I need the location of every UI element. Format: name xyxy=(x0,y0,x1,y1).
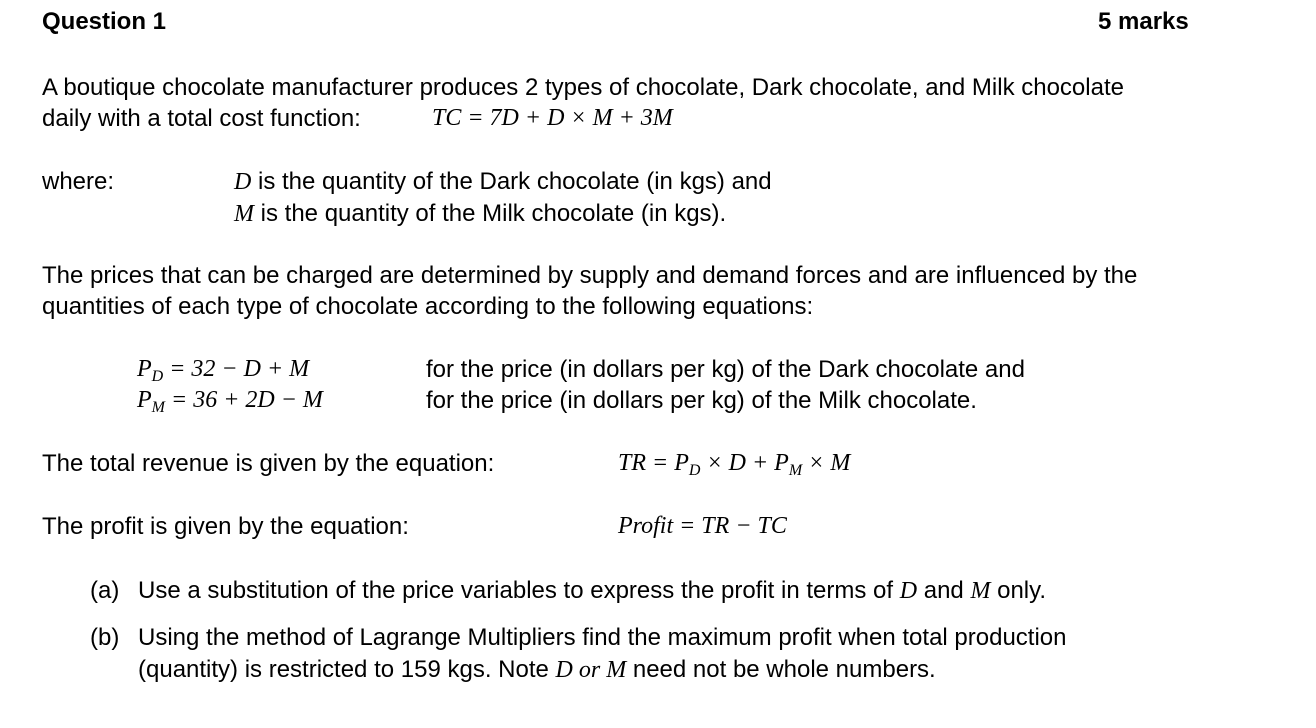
d-description: is the quantity of the Dark chocolate (in kgs) and xyxy=(251,168,772,195)
prices-line-2: quantities of each type of chocolate according to the following equations: xyxy=(42,293,814,320)
where-m-line xyxy=(234,200,726,228)
question-title: Question 1 xyxy=(42,8,167,35)
part-b-label: (b) xyxy=(90,624,120,651)
where-d-line xyxy=(234,168,772,196)
tc-equation: TC = 7D + D × M + 3M xyxy=(432,105,673,131)
part-a-label: (a) xyxy=(90,577,120,604)
prices-line-1: The prices that can be charged are determined by supply and demand forces and are influenced by the xyxy=(42,262,1138,289)
intro-line-2: daily with a total cost function: xyxy=(42,105,361,132)
intro-line-1: A boutique chocolate manufacturer produces 2 types of chocolate, Dark chocolate, and Milk chocolate xyxy=(42,74,1124,101)
tr-equation: TR = $P_D \times D + P_M \times M$ xyxy=(618,450,851,479)
m-variable: M xyxy=(234,201,254,227)
part-b-line-1: Using the method of Lagrange Multipliers find the maximum profit when total production xyxy=(138,624,1067,651)
m-description: is the quantity of the Milk chocolate (in kgs). xyxy=(254,200,727,227)
marks-label: 5 marks xyxy=(1098,8,1189,35)
revenue-text: The total revenue is given by the equation: xyxy=(42,450,495,477)
pm-equation: $P_M = 36 + 2D - M$ xyxy=(137,387,323,416)
part-a-text: Use a substitution of the price variables to express the profit in terms of D and M only. xyxy=(138,577,1047,604)
pd-description: for the price (in dollars per kg) of the Dark chocolate and xyxy=(426,356,1025,383)
profit-equation: Profit = TR − TC xyxy=(618,513,787,539)
pm-description: for the price (in dollars per kg) of the Milk chocolate. xyxy=(426,387,977,414)
profit-text: The profit is given by the equation: xyxy=(42,513,409,540)
part-b-line-2: (quantity) is restricted to 159 kgs. Note D or M need not be whole numbers. xyxy=(138,656,936,683)
pd-equation: $P_D = 32 - D + M$ xyxy=(137,356,310,385)
d-variable: D xyxy=(234,169,252,195)
where-label: where: xyxy=(42,168,115,195)
